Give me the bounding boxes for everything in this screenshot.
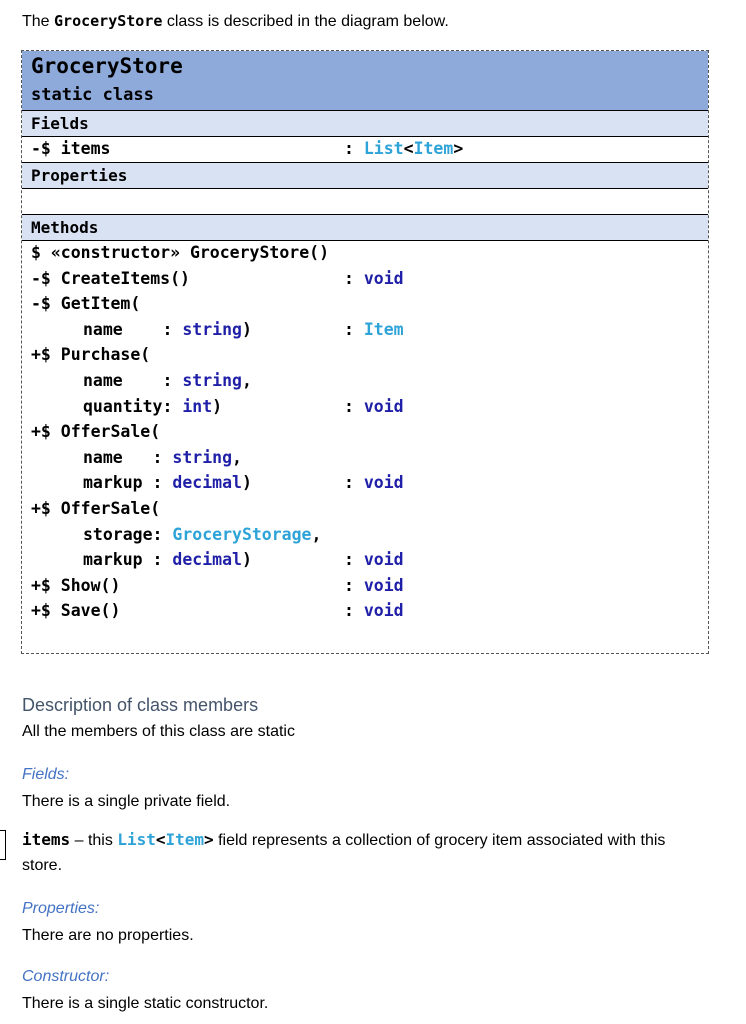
return-type: void [363, 268, 404, 288]
properties-label: Properties [31, 166, 128, 185]
return-type: Item [363, 319, 404, 339]
method-save-text: +$ Save() [31, 601, 121, 621]
param-name: name : [83, 370, 183, 390]
properties-section-header [22, 163, 708, 189]
method-create-text: -$ CreateItems() [31, 268, 190, 288]
param-end: ) [241, 319, 252, 339]
param-line [31, 550, 252, 569]
method-purchase [22, 343, 708, 369]
param-line [31, 448, 242, 467]
method-offersale1-return [344, 473, 404, 492]
field-type [344, 139, 463, 158]
field-colon: : [344, 139, 354, 158]
intro-text [22, 12, 449, 31]
colon: : [344, 601, 364, 621]
param-type: string [172, 447, 233, 467]
properties-heading: Properties: [22, 900, 100, 917]
fields-text: There is a single private field. [22, 793, 231, 810]
method-show-text: +$ Show() [31, 575, 121, 595]
param-type: int [182, 396, 213, 416]
field-type-gt: > [453, 139, 464, 158]
method-purchase-return [344, 397, 404, 416]
method-getitem [22, 292, 708, 318]
uml-stereotype: static class [31, 85, 154, 105]
items-type-lt: < [155, 830, 166, 849]
param-type: decimal [172, 550, 242, 570]
param-type: string [182, 370, 242, 390]
items-code: items [22, 830, 71, 849]
items-description [22, 830, 665, 850]
param-end: ) [241, 550, 252, 570]
method-offersale2 [22, 497, 708, 523]
fields-section-header [22, 111, 708, 137]
method-show-return [344, 576, 404, 595]
properties-empty [22, 189, 708, 214]
param-name: storage: [83, 524, 173, 544]
colon: : [344, 268, 364, 288]
fields-heading: Fields: [22, 766, 70, 783]
static-note: All the members of this class are static [22, 723, 295, 740]
method-purchase-text: +$ Purchase( [31, 345, 151, 365]
method-save-return [344, 601, 404, 620]
fields-label: Fields [31, 114, 89, 133]
field-type-lt: < [403, 139, 414, 158]
method-purchase-param1 [22, 369, 708, 395]
method-ctor-text: $ «constructor» GroceryStore() [31, 243, 330, 262]
methods-label: Methods [31, 218, 99, 237]
intro-after: class is described in the diagram below. [162, 13, 449, 30]
method-offersale2-return [344, 550, 404, 569]
field-type-list: List [363, 139, 404, 158]
colon: : [344, 473, 364, 493]
method-purchase-param2 [22, 395, 708, 421]
constructor-heading: Constructor: [22, 968, 110, 985]
method-offersale1-text: +$ OfferSale( [31, 422, 161, 442]
param-end: , [241, 370, 252, 390]
method-createitems [22, 267, 708, 293]
param-line [31, 473, 252, 492]
param-name: markup : [83, 473, 173, 493]
param-line [31, 397, 222, 416]
method-offersale1-param2 [22, 471, 708, 497]
method-getitem-text: -$ GetItem( [31, 294, 141, 314]
return-type: void [363, 396, 404, 416]
method-getitem-param [22, 318, 708, 344]
field-row-items [22, 137, 708, 163]
param-end: ) [241, 473, 252, 493]
field-name: -$ items [31, 139, 111, 158]
method-offersale1-param1 [22, 446, 708, 472]
return-type: void [363, 601, 404, 621]
method-getitem-return [344, 320, 404, 339]
items-rest-line2: store. [22, 857, 63, 874]
param-name: name : [83, 447, 173, 467]
return-type: void [363, 575, 404, 595]
param-end: , [232, 447, 242, 467]
param-end: , [311, 524, 322, 544]
method-offersale1 [22, 420, 708, 446]
field-type-item: Item [413, 139, 454, 158]
param-type: decimal [172, 473, 242, 493]
method-constructor [22, 241, 708, 267]
properties-text: There are no properties. [22, 927, 194, 944]
param-name: markup : [83, 550, 173, 570]
margin-marker [0, 830, 6, 860]
methods-section-header [22, 214, 708, 241]
colon: : [344, 319, 364, 339]
param-type: string [182, 319, 242, 339]
method-offersale2-param1 [22, 523, 708, 549]
param-line [31, 320, 252, 339]
method-offersale2-param2 [22, 548, 708, 574]
param-end: ) [212, 396, 223, 416]
param-name: name : [83, 319, 183, 339]
param-line [31, 525, 321, 544]
description-heading: Description of class members [22, 695, 259, 715]
items-dash: – this [70, 832, 118, 849]
method-show [22, 574, 708, 600]
return-type: void [363, 473, 404, 493]
uml-class-diagram [21, 50, 709, 654]
intro-class-name: GroceryStore [54, 12, 163, 30]
colon: : [344, 396, 364, 416]
intro-before: The [22, 13, 55, 30]
items-type-gt: > [204, 830, 214, 849]
method-create-return [344, 269, 404, 288]
method-offersale2-text: +$ OfferSale( [31, 498, 161, 518]
method-save [22, 599, 708, 625]
items-type-item: Item [165, 830, 205, 849]
param-line [31, 371, 252, 390]
colon: : [344, 550, 364, 570]
uml-class-title: GroceryStore [31, 54, 183, 78]
colon: : [344, 575, 364, 595]
uml-header [22, 51, 708, 111]
param-name: quantity: [83, 396, 183, 416]
items-type-list: List [117, 830, 156, 849]
param-type: GroceryStorage [172, 524, 312, 544]
constructor-text: There is a single static constructor. [22, 995, 269, 1012]
return-type: void [363, 550, 404, 570]
items-rest: field represents a collection of grocery item associated with this [213, 832, 666, 849]
